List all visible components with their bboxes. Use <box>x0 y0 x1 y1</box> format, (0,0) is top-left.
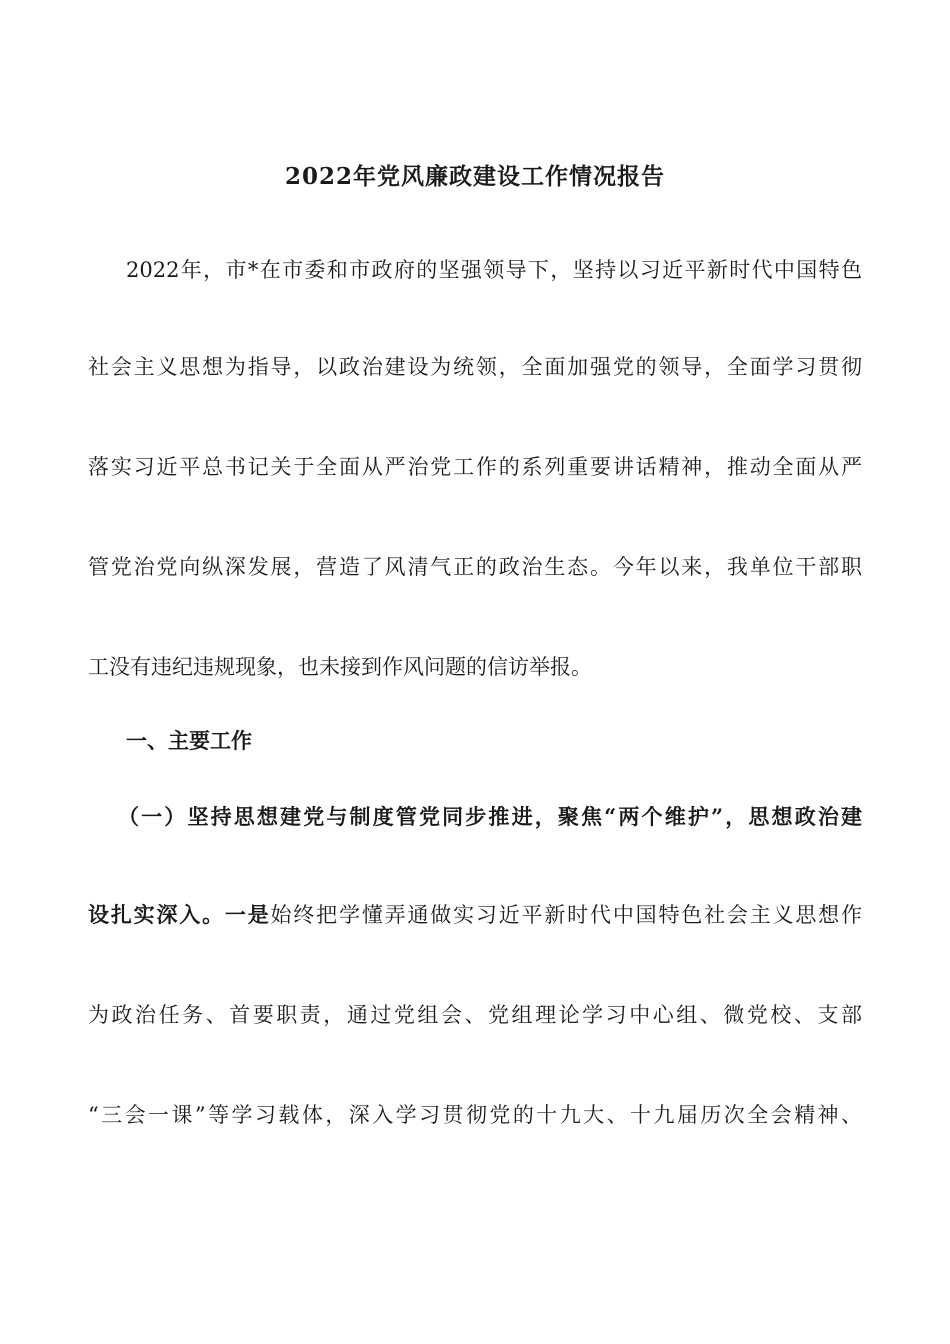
subsection-body-line <box>88 900 862 930</box>
body-line-2: “三会一课”等学习载体，深入学习贯彻党的十九大、十九届历次全会精神、 <box>88 1103 862 1127</box>
section-heading: 一、主要工作 <box>126 728 252 753</box>
intro-line-4: 管党治党向纵深发展，营造了风清气正的政治生态。今年以来，我单位干部职 <box>88 555 862 579</box>
body-line-1: 为政治任务、首要职责，通过党组会、党组理论学习中心组、微党校、支部 <box>88 1003 862 1027</box>
intro-line-3: 落实习近平总书记关于全面从严治党工作的系列重要讲话精神，推动全面从严 <box>88 455 862 479</box>
subsection-heading-continuation: 设扎实深入。一是 <box>88 902 271 927</box>
document-title: 2022年党风廉政建设工作情况报告 <box>284 163 665 190</box>
intro-line-1: 2022年，市*在市委和市政府的坚强领导下，坚持以习近平新时代中国特色 <box>126 258 862 282</box>
subsection-body-text: 始终把学懂弄通做实习近平新时代中国特色社会主义思想作 <box>270 903 862 927</box>
intro-line-5: 工没有违纪违规现象，也未接到作风问题的信访举报。 <box>88 655 592 679</box>
subsection-heading-line: （一）坚持思想建党与制度管党同步推进，聚焦“两个维护”，思想政治建 <box>118 804 862 829</box>
intro-line-2: 社会主义思想为指导，以政治建设为统领，全面加强党的领导，全面学习贯彻 <box>88 355 862 379</box>
